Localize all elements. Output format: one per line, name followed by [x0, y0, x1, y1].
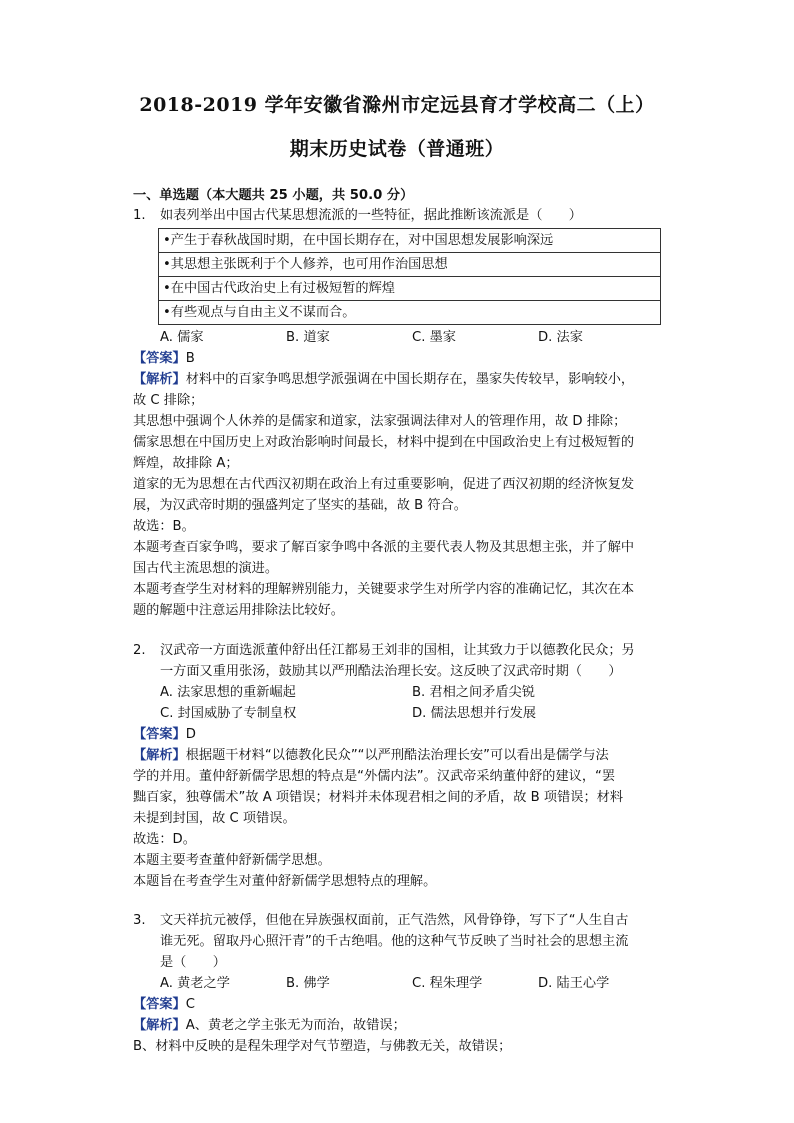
q1-feature-table [158, 228, 661, 325]
q1-analysis-line: 道家的无为思想在古代西汉初期在政治上有过重要影响，促进了西汉初期的经济恢复发 [133, 477, 635, 492]
answer-value: B [185, 351, 195, 366]
table-row [159, 277, 661, 301]
q3-analysis-line: B、材料中反映的是程朱理学对气节塑造，与佛教无关，故错误； [133, 1039, 512, 1054]
q1-analysis-line: 【解析】材料中的百家争鸣思想学派强调在中国长期存在，墨家失传较早，影响较小， [133, 372, 635, 387]
analysis-label: 【解析】 [133, 372, 186, 387]
q2-option-c: C. 封国威胁了专制皇权 [160, 706, 297, 721]
q1-analysis-line: 故选：B。 [133, 519, 195, 534]
q1-analysis-line: 国古代主流思想的演进。 [133, 561, 279, 576]
answer-label: 【答案】 [133, 351, 186, 366]
q3-option-d: D. 陆王心学 [538, 976, 610, 991]
answer-label: 【答案】 [133, 997, 186, 1012]
q2-analysis-line: 黜百家，独尊儒术”故 A 项错误；材料并未体现君相之间的矛盾，故 B 项错误；材料 [133, 790, 624, 805]
q1-option-d: D. 法家 [538, 330, 583, 345]
q3-answer [133, 995, 195, 1015]
q3-analysis-line: 【解析】A、黄老之学主张无为而治，故错误； [133, 1018, 406, 1033]
exam-title-line1: 2018-2019 学年安徽省滁州市定远县育才学校高二（上） [139, 94, 655, 116]
q1-stem: 如表列举出中国古代某思想流派的一些特征，据此推断该流派是（ ） [160, 208, 582, 223]
q1-analysis-line: 故 C 排除； [133, 393, 204, 408]
table-row [159, 253, 661, 277]
q3-stem-line: 谁无死。留取丹心照汗青”的千古绝唱。他的这种气节反映了当时社会的思想主流 [160, 934, 629, 949]
q2-analysis-line: 未提到封国，故 C 项错误。 [133, 811, 296, 826]
q2-stem-line: 一方面又重用张汤，鼓励其以严刑酷法治理长安。这反映了汉武帝时期（ ） [160, 664, 622, 679]
q1-analysis-line: 儒家思想在中国历史上对政治影响时间最长，材料中提到在中国政治史上有过极短暂的 [133, 435, 635, 450]
q1-analysis-line: 题的解题中注意运用排除法比较好。 [133, 603, 344, 618]
table-row [159, 301, 661, 325]
analysis-label: 【解析】 [133, 748, 186, 763]
q3-stem-line: 文天祥抗元被俘，但他在异族强权面前，正气浩然，风骨铮铮，写下了“人生自古 [160, 913, 629, 928]
q1-option-c: C. 墨家 [412, 330, 456, 345]
q3-option-c: C. 程朱理学 [412, 976, 483, 991]
answer-value: D [185, 727, 196, 742]
q2-option-b: B. 君相之间矛盾尖锐 [412, 685, 535, 700]
exam-title-line2: 期末历史试卷（普通班） [289, 138, 505, 160]
q3-option-a: A. 黄老之学 [160, 976, 230, 991]
analysis-label: 【解析】 [133, 1018, 186, 1033]
q2-option-a: A. 法家思想的重新崛起 [160, 685, 296, 700]
q1-option-b: B. 道家 [286, 330, 330, 345]
section-heading: 一、单选题（本大题共 25 小题，共 50.0 分） [133, 188, 414, 203]
q2-analysis-line: 故选：D。 [133, 832, 196, 847]
q3-option-b: B. 佛学 [286, 976, 330, 991]
answer-label: 【答案】 [133, 727, 186, 742]
table-cell: •其思想主张既利于个人修养，也可用作治国思想 [159, 253, 661, 277]
q2-analysis-line: 本题旨在考查学生对董仲舒新儒学思想特点的理解。 [133, 874, 437, 889]
q2-analysis-line: 学的并用。董仲舒新儒学思想的特点是“外儒内法”。汉武帝采纳董仲舒的建议，“罢 [133, 769, 616, 784]
answer-value: C [185, 997, 195, 1012]
table-cell: •有些观点与自由主义不谋而合。 [159, 301, 661, 325]
q2-number: 2. [133, 643, 146, 658]
q1-answer [133, 349, 195, 369]
q3-stem-line: 是（ ） [160, 955, 226, 970]
q2-stem-line: 汉武帝一方面选派董仲舒出任江都易王刘非的国相，让其致力于以德教化民众；另 [160, 643, 635, 658]
q2-option-d: D. 儒法思想并行发展 [412, 706, 537, 721]
q1-analysis-line: 其思想中强调个人休养的是儒家和道家，法家强调法律对人的管理作用，故 D 排除； [133, 414, 627, 429]
q3-number: 3. [133, 913, 146, 928]
q2-analysis-line: 本题主要考查董仲舒新儒学思想。 [133, 853, 331, 868]
table-cell: •在中国古代政治史上有过极短暂的辉煌 [159, 277, 661, 301]
q1-number: 1. [133, 208, 146, 223]
q1-analysis-line: 本题考查学生对材料的理解辨别能力，关键要求学生对所学内容的准确记忆，其次在本 [133, 582, 635, 597]
table-cell: •产生于春秋战国时期，在中国长期存在，对中国思想发展影响深远 [159, 229, 661, 253]
table-row [159, 229, 661, 253]
q1-option-a: A. 儒家 [160, 330, 204, 345]
q2-answer [133, 725, 196, 745]
q2-analysis-line: 【解析】根据题干材料“以德教化民众”“以严刑酷法治理长安”可以看出是儒学与法 [133, 748, 609, 763]
q1-analysis-line: 本题考查百家争鸣，要求了解百家争鸣中各派的主要代表人物及其思想主张，并了解中 [133, 540, 635, 555]
q1-analysis-line: 展，为汉武帝时期的强盛判定了坚实的基础，故 B 符合。 [133, 498, 467, 513]
q1-analysis-line: 辉煌，故排除 A； [133, 456, 239, 471]
